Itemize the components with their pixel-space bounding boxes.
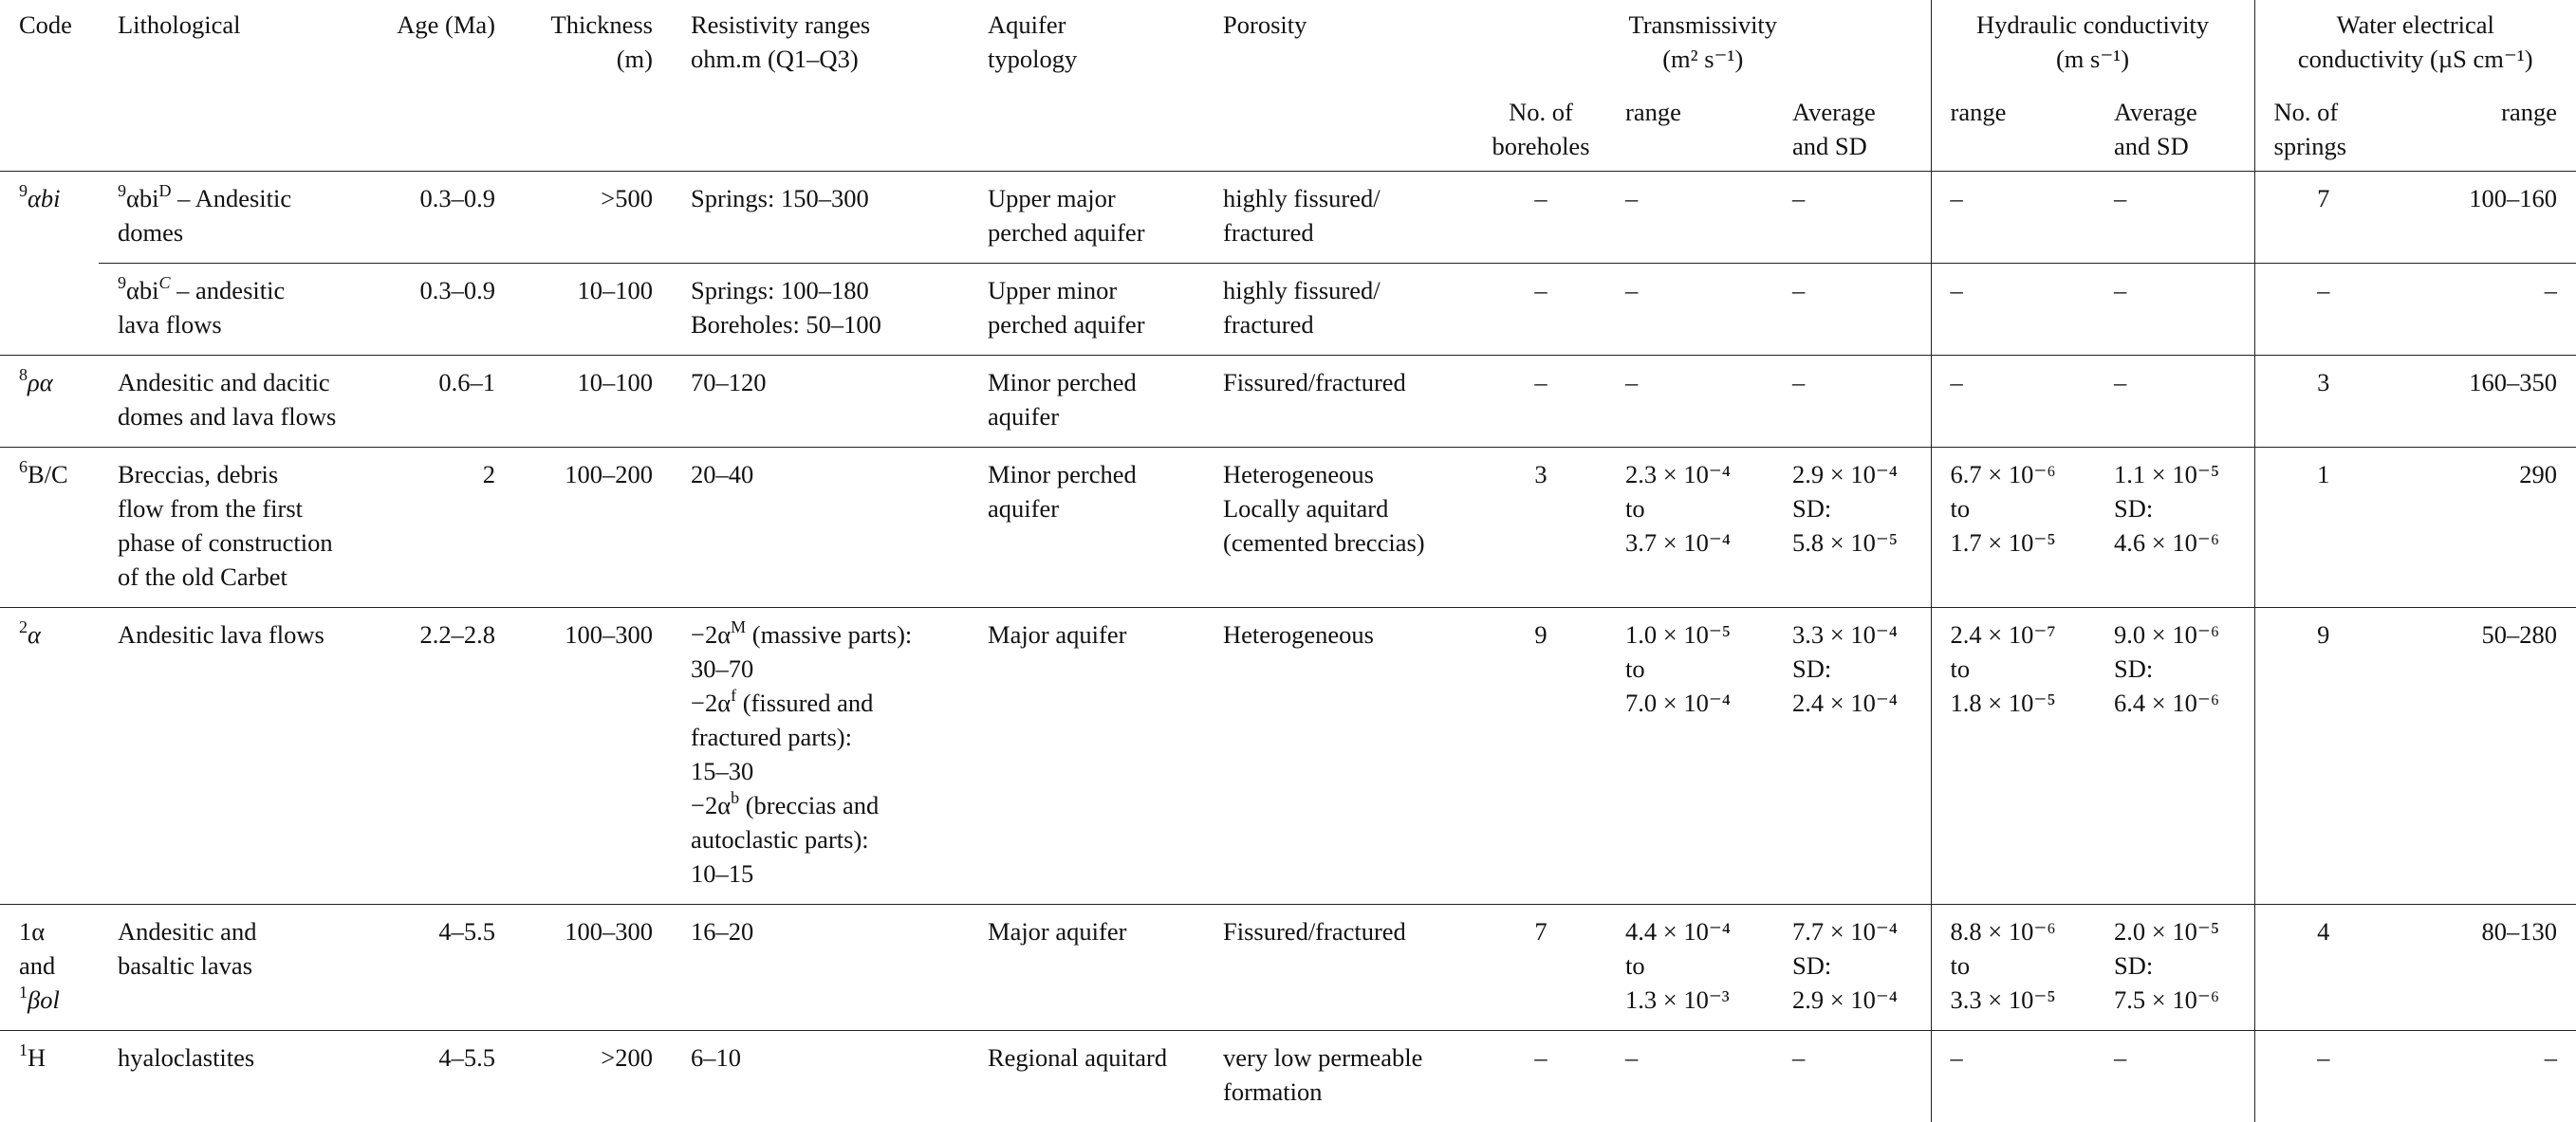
cell-w-springs: 9 bbox=[2254, 608, 2392, 905]
cell-thickness: >200 bbox=[514, 1031, 672, 1122]
cell-k-avg: – bbox=[2095, 172, 2254, 264]
cell-porosity: Heterogeneous Locally aquitard (cemented breccias) bbox=[1204, 448, 1475, 608]
cell-w-range: – bbox=[2392, 1031, 2576, 1122]
header-porosity: Porosity bbox=[1204, 0, 1475, 172]
cell-w-range: 160–350 bbox=[2392, 356, 2576, 448]
cell-age: 2.2–2.8 bbox=[362, 608, 514, 905]
cell-thickness: 100–300 bbox=[514, 608, 672, 905]
cell-k-range: 6.7 × 10⁻⁶ to 1.7 × 10⁻⁵ bbox=[1931, 448, 2095, 608]
cell-code: $^6$B/C bbox=[0, 448, 99, 608]
cell-k-avg: 9.0 × 10⁻⁶ SD: 6.4 × 10⁻⁶ bbox=[2095, 608, 2254, 905]
cell-code: $^1$H bbox=[0, 1031, 99, 1122]
cell-porosity: highly fissured/ fractured bbox=[1204, 264, 1475, 356]
header-code: Code bbox=[0, 0, 99, 172]
cell-porosity: highly fissured/ fractured bbox=[1204, 172, 1475, 264]
cell-w-springs: 7 bbox=[2254, 172, 2392, 264]
cell-t-range: – bbox=[1606, 356, 1773, 448]
resistivity-line: $-2\alpha^f$ (fissured and bbox=[691, 686, 969, 720]
cell-age: 4–5.5 bbox=[362, 905, 514, 1031]
cell-t-range: 4.4 × 10⁻⁴ to 1.3 × 10⁻³ bbox=[1606, 905, 1773, 1031]
cell-w-springs: 4 bbox=[2254, 905, 2392, 1031]
header-resistivity: Resistivity ranges ohm.m (Q1–Q3) bbox=[672, 0, 969, 172]
resistivity-line: 10–15 bbox=[691, 856, 969, 891]
header-t-range: range bbox=[1606, 76, 1773, 172]
header-k-range: range bbox=[1931, 76, 2095, 172]
resistivity-line: $-2\alpha^M$ (massive parts): bbox=[691, 617, 969, 652]
cell-lithological: hyaloclastites bbox=[99, 1031, 362, 1122]
cell-k-range: 2.4 × 10⁻⁷ to 1.8 × 10⁻⁵ bbox=[1931, 608, 2095, 905]
cell-t-avg: – bbox=[1773, 172, 1931, 264]
cell-t-range: – bbox=[1606, 172, 1773, 264]
table-row bbox=[0, 608, 2576, 905]
cell-code: $^9$αbi bbox=[0, 172, 99, 356]
cell-t-boreholes: 3 bbox=[1475, 448, 1606, 608]
cell-resistivity: 6–10 bbox=[672, 1031, 969, 1122]
cell-t-boreholes: 9 bbox=[1475, 608, 1606, 905]
cell-aquifer: Upper major perched aquifer bbox=[969, 172, 1204, 264]
cell-w-range: 80–130 bbox=[2392, 905, 2576, 1031]
header-hydraulic-conductivity bbox=[1931, 0, 2254, 76]
cell-w-springs: 3 bbox=[2254, 356, 2392, 448]
header-row bbox=[0, 0, 2576, 76]
cell-resistivity bbox=[672, 608, 969, 905]
cell-resistivity: Springs: 100–180 Boreholes: 50–100 bbox=[672, 264, 969, 356]
cell-w-springs: 1 bbox=[2254, 448, 2392, 608]
cell-t-range: – bbox=[1606, 1031, 1773, 1122]
cell-lithological: Andesitic and dacitic domes and lava flows bbox=[99, 356, 362, 448]
table-row bbox=[0, 448, 2576, 608]
code-line: $^1$βol bbox=[19, 983, 99, 1017]
header-t-avg: Average and SD bbox=[1773, 76, 1931, 172]
header-water-conductivity bbox=[2254, 0, 2576, 76]
cell-aquifer: Major aquifer bbox=[969, 905, 1204, 1031]
cell-t-range: 2.3 × 10⁻⁴ to 3.7 × 10⁻⁴ bbox=[1606, 448, 1773, 608]
cell-t-boreholes: – bbox=[1475, 1031, 1606, 1122]
cell-k-range: – bbox=[1931, 172, 2095, 264]
cell-lithological: $^9$αbi$^D$ – Andesitic domes bbox=[99, 172, 362, 264]
cell-resistivity: 20–40 bbox=[672, 448, 969, 608]
transmissivity-title: Transmissivity bbox=[1475, 8, 1931, 42]
cell-w-springs: – bbox=[2254, 1031, 2392, 1122]
header-lithological: Lithological bbox=[99, 0, 362, 172]
header-k-avg: Average and SD bbox=[2095, 76, 2254, 172]
cell-t-boreholes: – bbox=[1475, 172, 1606, 264]
code-line: 1α bbox=[19, 914, 99, 948]
cell-w-range: – bbox=[2392, 264, 2576, 356]
cell-k-range: – bbox=[1931, 264, 2095, 356]
cell-thickness: 100–300 bbox=[514, 905, 672, 1031]
cell-k-avg: – bbox=[2095, 264, 2254, 356]
header-w-springs: No. of springs bbox=[2254, 76, 2392, 172]
cell-t-range: – bbox=[1606, 264, 1773, 356]
cell-k-range: 8.8 × 10⁻⁶ to 3.3 × 10⁻⁵ bbox=[1931, 905, 2095, 1031]
cell-aquifer: Upper minor perched aquifer bbox=[969, 264, 1204, 356]
cell-k-avg: – bbox=[2095, 356, 2254, 448]
cell-resistivity: 16–20 bbox=[672, 905, 969, 1031]
cell-k-avg: 1.1 × 10⁻⁵ SD: 4.6 × 10⁻⁶ bbox=[2095, 448, 2254, 608]
cell-t-avg: 2.9 × 10⁻⁴ SD: 5.8 × 10⁻⁵ bbox=[1773, 448, 1931, 608]
cell-w-range: 50–280 bbox=[2392, 608, 2576, 905]
resistivity-line: fractured parts): bbox=[691, 720, 969, 754]
cell-aquifer: Regional aquitard bbox=[969, 1031, 1204, 1122]
cell-age: 2 bbox=[362, 448, 514, 608]
cell-thickness: 10–100 bbox=[514, 356, 672, 448]
cell-aquifer: Major aquifer bbox=[969, 608, 1204, 905]
header-thickness: Thickness (m) bbox=[514, 0, 672, 172]
header-t-boreholes: No. of boreholes bbox=[1475, 76, 1606, 172]
cell-age: 0.3–0.9 bbox=[362, 172, 514, 264]
cell-code: $^2$α bbox=[0, 608, 99, 905]
cell-t-avg: – bbox=[1773, 1031, 1931, 1122]
header-aquifer: Aquifer typology bbox=[969, 0, 1204, 172]
cell-code: $^8$ρα bbox=[0, 356, 99, 448]
cell-porosity: Fissured/fractured bbox=[1204, 356, 1475, 448]
table-row bbox=[0, 172, 2576, 264]
cell-w-range: 100–160 bbox=[2392, 172, 2576, 264]
cell-k-avg: 2.0 × 10⁻⁵ SD: 7.5 × 10⁻⁶ bbox=[2095, 905, 2254, 1031]
cell-age: 4–5.5 bbox=[362, 1031, 514, 1122]
cell-t-avg: – bbox=[1773, 264, 1931, 356]
cell-t-boreholes: 7 bbox=[1475, 905, 1606, 1031]
cell-t-avg: – bbox=[1773, 356, 1931, 448]
cell-age: 0.3–0.9 bbox=[362, 264, 514, 356]
resistivity-line: autoclastic parts): bbox=[691, 822, 969, 856]
cell-w-range: 290 bbox=[2392, 448, 2576, 608]
cell-w-springs: – bbox=[2254, 264, 2392, 356]
hydraulic-unit: (m s⁻¹) bbox=[1932, 42, 2254, 76]
resistivity-line: 15–30 bbox=[691, 754, 969, 788]
resistivity-line: 30–70 bbox=[691, 652, 969, 686]
table-row bbox=[0, 264, 2576, 356]
cell-t-avg: 3.3 × 10⁻⁴ SD: 2.4 × 10⁻⁴ bbox=[1773, 608, 1931, 905]
cell-lithological: Andesitic and basaltic lavas bbox=[99, 905, 362, 1031]
cell-k-range: – bbox=[1931, 356, 2095, 448]
table-row bbox=[0, 356, 2576, 448]
cell-t-range: 1.0 × 10⁻⁵ to 7.0 × 10⁻⁴ bbox=[1606, 608, 1773, 905]
cell-t-avg: 7.7 × 10⁻⁴ SD: 2.9 × 10⁻⁴ bbox=[1773, 905, 1931, 1031]
cell-thickness: >500 bbox=[514, 172, 672, 264]
cell-lithological: $^9$αbi$^C$ – andesitic lava flows bbox=[99, 264, 362, 356]
table-row bbox=[0, 1031, 2576, 1122]
hydraulic-title: Hydraulic conductivity bbox=[1932, 8, 2254, 42]
cell-thickness: 100–200 bbox=[514, 448, 672, 608]
resistivity-line: $-2\alpha^b$ (breccias and bbox=[691, 788, 969, 822]
header-transmissivity bbox=[1475, 0, 1931, 76]
cell-porosity: Fissured/fractured bbox=[1204, 905, 1475, 1031]
cell-k-avg: – bbox=[2095, 1031, 2254, 1122]
cell-t-boreholes: – bbox=[1475, 264, 1606, 356]
cell-aquifer: Minor perched aquifer bbox=[969, 356, 1204, 448]
cell-lithological: Andesitic lava flows bbox=[99, 608, 362, 905]
cell-k-range: – bbox=[1931, 1031, 2095, 1122]
transmissivity-unit: (m² s⁻¹) bbox=[1475, 42, 1931, 76]
cell-age: 0.6–1 bbox=[362, 356, 514, 448]
cell-resistivity: Springs: 150–300 bbox=[672, 172, 969, 264]
cell-code bbox=[0, 905, 99, 1031]
cell-resistivity: 70–120 bbox=[672, 356, 969, 448]
header-w-range: range bbox=[2392, 76, 2576, 172]
cell-thickness: 10–100 bbox=[514, 264, 672, 356]
cell-aquifer: Minor perched aquifer bbox=[969, 448, 1204, 608]
water-unit: conductivity (µS cm⁻¹) bbox=[2255, 42, 2576, 76]
cell-t-boreholes: – bbox=[1475, 356, 1606, 448]
header-age: Age (Ma) bbox=[362, 0, 514, 172]
cell-porosity: Heterogeneous bbox=[1204, 608, 1475, 905]
code-line: and bbox=[19, 948, 99, 983]
cell-lithological: Breccias, debris flow from the first phase of construction of the old Carbet bbox=[99, 448, 362, 608]
cell-porosity: very low permeable formation bbox=[1204, 1031, 1475, 1122]
table-row bbox=[0, 905, 2576, 1031]
water-title: Water electrical bbox=[2255, 8, 2576, 42]
